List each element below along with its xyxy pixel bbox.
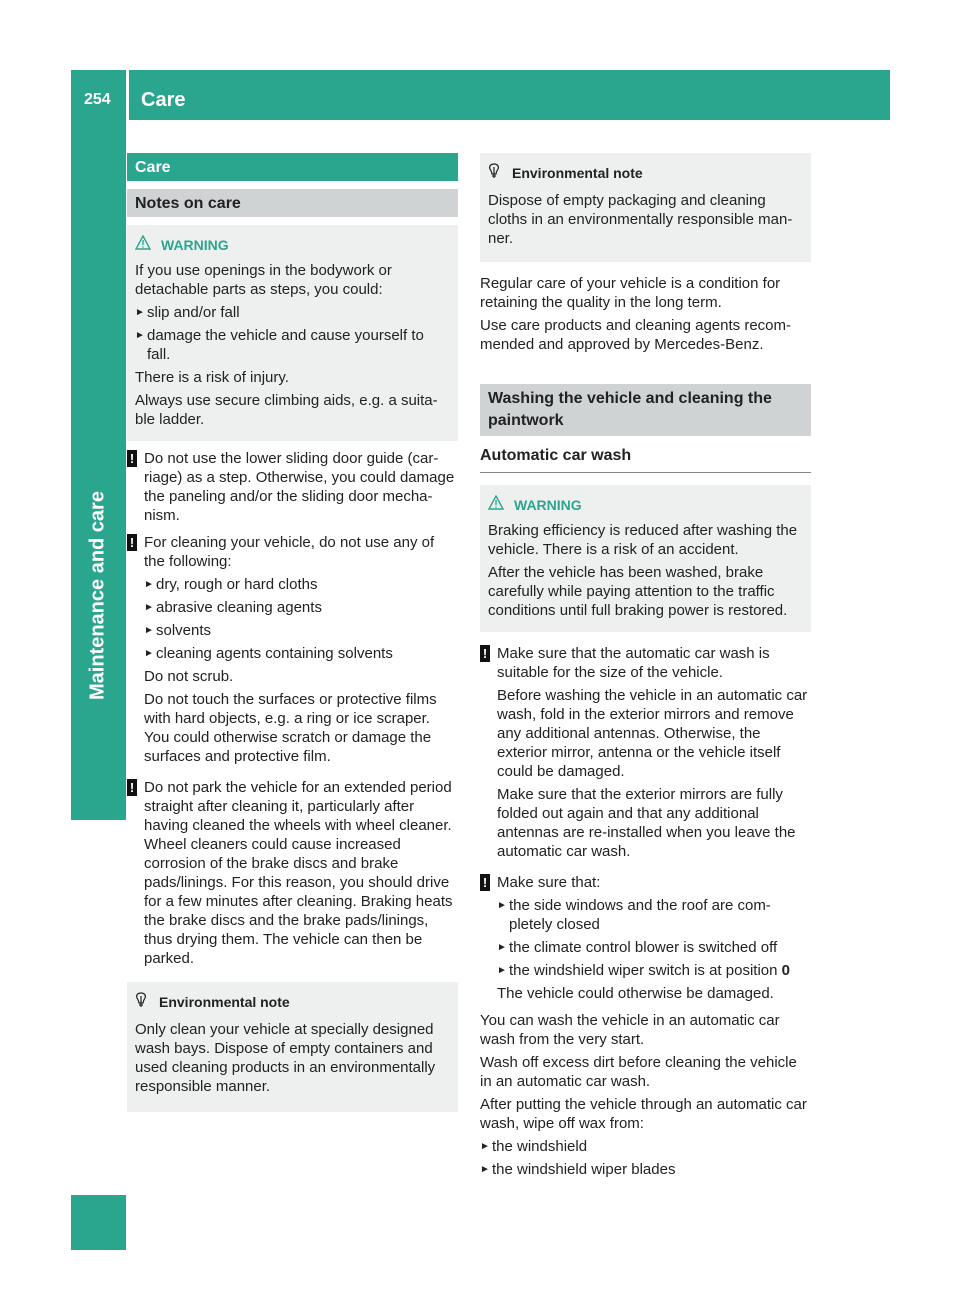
paragraph: Use care products and cleaning agents recom-mended and approved by Mercedes-Benz. xyxy=(480,317,792,353)
note-paragraph: Make sure that the automatic car wash is suitable for the size of the vehicle. xyxy=(497,645,770,681)
list-item: ► the side windows and the roof are com-pletely closed xyxy=(497,897,771,933)
warning-box xyxy=(480,485,811,632)
side-tab-label: Maintenance and care xyxy=(86,491,109,700)
note-intro: Make sure that: xyxy=(497,874,601,891)
list-item: ► damage the vehicle and cause yourself to fall. xyxy=(135,327,424,363)
exclamation-icon: ! xyxy=(127,534,137,551)
right-column xyxy=(480,153,811,1183)
warning-advice: Always use secure climbing aids, e.g. a suita-ble ladder. xyxy=(135,392,438,428)
paragraph: You can wash the vehicle in an automatic car wash from the very start. xyxy=(480,1012,780,1048)
list-item: ► cleaning agents containing solvents xyxy=(144,645,393,662)
env-text: Only clean your vehicle at specially designed wash bays. Dispose of empty containers and used cleaning products in an environmentally responsible manner. xyxy=(135,1021,436,1095)
warning-title: WARNING xyxy=(161,236,229,253)
list-item: ► the climate control blower is switched off xyxy=(497,939,778,956)
exclamation-icon: ! xyxy=(127,450,137,467)
list-item: ► the windshield xyxy=(480,1138,588,1155)
list-item: ► solvents xyxy=(144,622,212,639)
exclamation-icon: ! xyxy=(480,645,490,662)
warning-text: After the vehicle has been washed, brake carefully while paying attention to the traffic conditions until full braking power is restored. xyxy=(488,564,788,619)
env-title: Environmental note xyxy=(159,994,290,1010)
list-item: ► slip and/or fall xyxy=(135,304,240,321)
header-bar xyxy=(71,70,890,120)
env-header xyxy=(135,992,450,1013)
side-marker xyxy=(71,1195,126,1250)
lightbulb-icon xyxy=(488,163,500,184)
subsection-heading-notes: Notes on care xyxy=(127,189,458,217)
note-block xyxy=(127,449,458,525)
warning-risk: There is a risk of injury. xyxy=(135,369,289,386)
warning-header xyxy=(135,235,450,255)
warning-header xyxy=(488,495,803,515)
note-block xyxy=(127,533,458,770)
list-item: ► the windshield wiper switch is at position 0 xyxy=(497,962,790,979)
note-text: Do not park the vehicle for an extended period straight after cleaning it, particularly after having cleaned the wheels with wheel cleaner. Wheel cleaners could cause increased corrosion of the brake discs and brake pads/linings. For this reason, you should drive for a few minutes after cleaning. Braking heats the brake discs and the brake pads/linings, thus drying them. The vehicle can then be parked. xyxy=(144,779,453,967)
header-divider xyxy=(126,70,129,120)
env-header xyxy=(488,163,803,184)
page-number: 254 xyxy=(84,91,111,108)
note-block xyxy=(480,873,811,1007)
lightbulb-icon xyxy=(135,992,147,1013)
env-title: Environmental note xyxy=(512,165,643,181)
note-block xyxy=(480,644,811,865)
note-paragraph: Do not touch the surfaces or protective films with hard objects, e.g. a ring or ice scraper. You could otherwise scratch or damage the surfaces and protective film. xyxy=(144,691,437,765)
note-paragraph: Do not scrub. xyxy=(144,668,234,685)
list-item: ► abrasive cleaning agents xyxy=(144,599,322,616)
note-paragraph: Make sure that the exterior mirrors are fully folded out again and that any additional antennas are re-installed when you leave the automatic car wash. xyxy=(497,786,796,860)
warning-triangle-icon xyxy=(488,495,504,515)
paragraph: Regular care of your vehicle is a condition for retaining the quality in the long term. xyxy=(480,275,781,311)
paragraph: After putting the vehicle through an automatic car wash, wipe off wax from: xyxy=(480,1096,807,1132)
left-column xyxy=(127,153,458,1112)
side-tab-label-wrap xyxy=(71,120,126,700)
note-paragraph: The vehicle could otherwise be damaged. xyxy=(497,985,774,1002)
note-intro: For cleaning your vehicle, do not use any of the following: xyxy=(144,534,435,570)
section-heading-washing: Washing the vehicle and cleaning the paintwork xyxy=(480,384,811,436)
note-text: Do not use the lower sliding door guide (car-riage) as a step. Otherwise, you could damage the paneling and/or the sliding door mecha-nism. xyxy=(144,450,455,524)
section-heading-care: Care xyxy=(127,153,458,181)
warning-intro: If you use openings in the bodywork or detachable parts as steps, you could: xyxy=(135,262,392,298)
paragraph: Wash off excess dirt before cleaning the vehicle in an automatic car wash. xyxy=(480,1054,797,1090)
exclamation-icon: ! xyxy=(480,874,490,891)
subsection-heading-automatic-car-wash: Automatic car wash xyxy=(480,436,811,473)
warning-text: Braking efficiency is reduced after washing the vehicle. There is a risk of an accident. xyxy=(488,522,798,558)
env-text: Dispose of empty packaging and cleaning cloths in an environmentally responsible man-ner. xyxy=(488,192,793,247)
page-title: Care xyxy=(141,89,186,111)
warning-box xyxy=(127,225,458,441)
warning-triangle-icon xyxy=(135,235,151,255)
list-item: ► the windshield wiper blades xyxy=(480,1161,676,1178)
note-paragraph: Before washing the vehicle in an automatic car wash, fold in the exterior mirrors and remove any additional antennas. Otherwise, the exterior mirror, antenna or the vehicle itself could be damaged. xyxy=(497,687,808,780)
environmental-note-box xyxy=(127,982,458,1112)
position-value: 0 xyxy=(781,962,790,979)
list-item: ► dry, rough or hard cloths xyxy=(144,576,318,593)
exclamation-icon: ! xyxy=(127,779,137,796)
environmental-note-box xyxy=(480,153,811,262)
warning-title: WARNING xyxy=(514,496,582,513)
note-block xyxy=(127,778,458,968)
